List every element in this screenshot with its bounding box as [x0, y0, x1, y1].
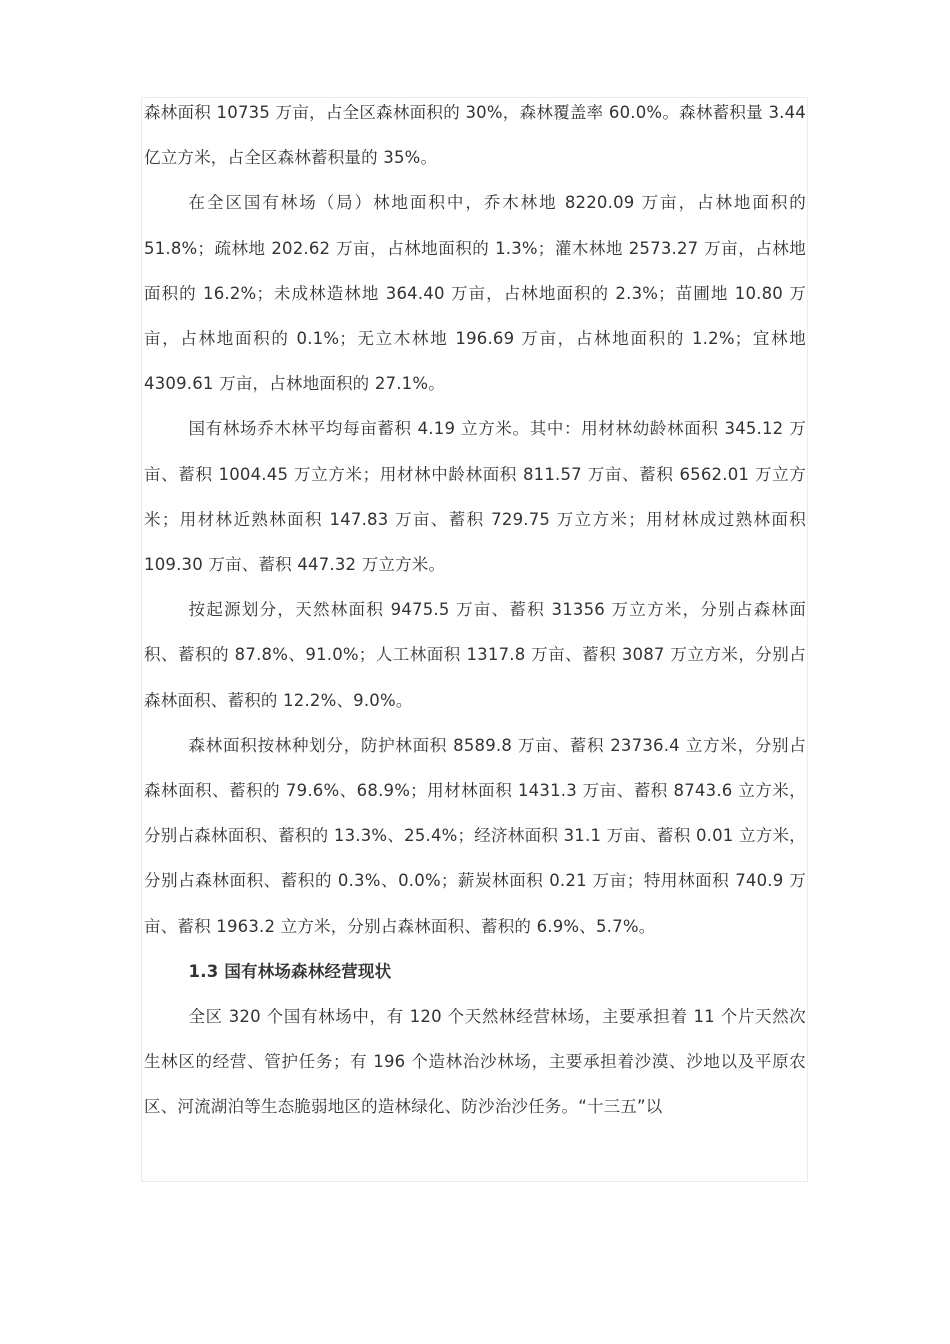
section-heading: 1.3 国有林场森林经营现状	[188, 961, 392, 981]
document-body	[144, 90, 806, 1130]
paragraph-forest-area: 森林面积 10735 万亩，占全区森林面积的 30%，森林覆盖率 60.0%。森林蓄积量 3.44 亿立方米，占全区森林蓄积量的 35%。	[144, 103, 806, 168]
paragraph-forest-types: 森林面积按林种划分，防护林面积 8589.8 万亩、蓄积 23736.4 立方米，分别占森林面积、蓄积的 79.6%、68.9%；用材林面积 1431.3 万亩、蓄积 8743.6 立方米，分别占森林面积、蓄积的 13.3%、25.4%；经济林面积 31.1 万亩、蓄积 0.01 立方米，分别占森林面积、蓄积的 0.3%、0.0%；薪炭林面积 0.21 万亩；特用林面积 740.9 万亩、蓄积 1963.2 立方米，分别占森林面积、蓄积的 6.9%、5.7%。	[144, 735, 806, 936]
paragraph-management-status: 全区 320 个国有林场中，有 120 个天然林经营林场，主要承担着 11 个片天然次生林区的经营、管护任务；有 196 个造林治沙林场，主要承担着沙漠、沙地以及平原农区、河流湖泊等生态脆弱地区的造林绿化、防沙治沙任务。“十三五”以	[144, 1007, 806, 1117]
paragraph-forestland-area: 在全区国有林场（局）林地面积中，乔木林地 8220.09 万亩，占林地面积的 51.8%；疏林地 202.62 万亩，占林地面积的 1.3%；灌木林地 2573.27 万亩，占林地面积的 16.2%；未成林造林地 364.40 万亩，占林地面积的 2.3%；苗圃地 10.80 万亩，占林地面积的 0.1%；无立木林地 196.69 万亩，占林地面积的 1.2%；宜林地 4309.61 万亩，占林地面积的 27.1%。	[144, 193, 806, 394]
paragraph-origin: 按起源划分，天然林面积 9475.5 万亩、蓄积 31356 万立方米，分别占森林面积、蓄积的 87.8%、91.0%；人工林面积 1317.8 万亩、蓄积 3087 万立方米，分别占森林面积、蓄积的 12.2%、9.0%。	[144, 600, 806, 710]
paragraph-arbor-stock: 国有林场乔木林平均每亩蓄积 4.19 立方米。其中：用材林幼龄林面积 345.12 万亩、蓄积 1004.45 万立方米；用材林中龄林面积 811.57 万亩、蓄积 6562.01 万立方米；用材林近熟林面积 147.83 万亩、蓄积 729.75 万立方米；用材林成过熟林面积 109.30 万亩、蓄积 447.32 万立方米。	[144, 419, 806, 575]
